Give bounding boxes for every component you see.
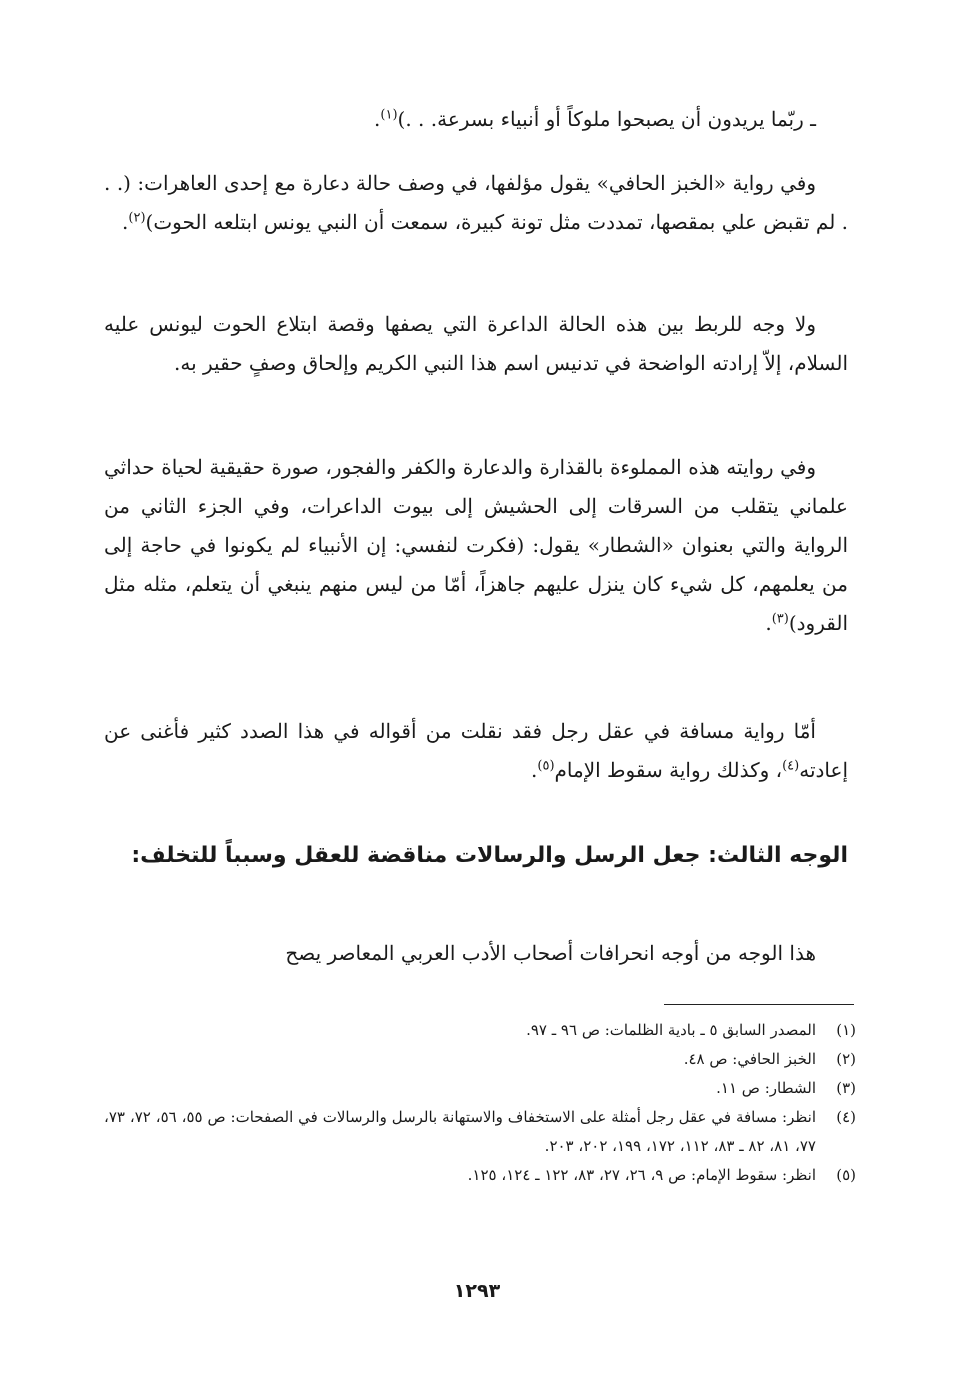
footnote-text: انظر: سقوط الإمام: ص ٩، ٢٦، ٢٧، ٨٣، ١٢٢ ـ ١٢٤، ١٢٥. xyxy=(467,1166,816,1184)
section-heading: الوجه الثالث: جعل الرسل والرسالات مناقضة للعقل وسبباً للتخلف: xyxy=(131,843,848,868)
paragraph-5-mid: ، وكذلك رواية سقوط الإمام xyxy=(554,758,783,782)
paragraph-4-text: وفي روايته هذه المملوءة بالقذارة والدعارة والكفر والفجور، صورة حقيقية لحياة حداثي علماني يتقلب من السرقات إلى الحشيش إلى بيوت الداعرات، وفي الجزء الثاني من الرواية والتي بعنوان «الشطار» يقول: (فكرت لنفسي: إن الأنبياء لم يكونوا في حاجة إلى من يعلمهم، كل شيء كان ينزل عليهم جاهزاً، أمّا من ليس منهم ينبغي أن يتعلم، مثله مثل القرود) xyxy=(104,455,848,635)
paragraph-4-tail: . xyxy=(765,611,772,635)
footnote-ref-3[interactable]: (٣) xyxy=(771,611,789,627)
footnote-separator xyxy=(664,1004,854,1005)
paragraph-3 xyxy=(104,305,848,383)
paragraph-3-text: ولا وجه للربط بين هذه الحالة الداعرة التي يصفها وقصة ابتلاع الحوت ليونس عليه السلام، إلاّ إرادته الواضحة في تدنيس اسم هذا النبي الكريم وإلحاق وصفٍ حقير به. xyxy=(104,312,848,375)
paragraph-2 xyxy=(104,164,848,242)
footnote-5 xyxy=(104,1161,856,1190)
paragraph-5-text: أمّا رواية مسافة في عقل رجل فقد نقلت من أقواله في هذا الصدد كثير فأغنى عن إعادته xyxy=(104,719,848,782)
paragraph-5 xyxy=(104,712,848,790)
footnote-number: (٣) xyxy=(836,1079,856,1097)
footnote-text: انظر: مسافة في عقل رجل أمثلة على الاستخفاف والاستهانة بالرسل والرسالات في الصفحات: ص ٥٥، ٥٦، ٧٢، ٧٣، ٧٧، ٨١، ٨٢ ـ ٨٣، ١١٢، ١٧٢، ١٩٩، ٢٠٢، ٢٠٣. xyxy=(104,1108,817,1155)
paragraph-1-text: ـ ربّما يريدون أن يصبحوا ملوكاً أو أنبياء بسرعة. . .) xyxy=(397,107,816,131)
footnote-number: (٤) xyxy=(836,1108,856,1126)
paragraph-2-text: وفي رواية «الخبز الحافي» يقول مؤلفها، في وصف حالة دعارة مع إحدى العاهرات: (. . . لم تقبض علي بمقصها، تمددت مثل تونة كبيرة، سمعت أن النبي يونس ابتلعه الحوت) xyxy=(104,171,848,234)
footnote-text: الخبز الحافي: ص ٤٨. xyxy=(683,1050,816,1068)
footnote-3 xyxy=(104,1074,856,1103)
footnote-2 xyxy=(104,1045,856,1074)
footnote-number: (٥) xyxy=(836,1166,856,1184)
footnote-ref-1[interactable]: (١) xyxy=(380,107,398,123)
paragraph-6-text: هذا الوجه من أوجه انحرافات أصحاب الأدب العربي المعاصر يصح xyxy=(285,941,816,965)
paragraph-1-tail: . xyxy=(374,107,381,131)
paragraph-1 xyxy=(104,100,848,139)
footnote-text: الشطار: ص ١١. xyxy=(716,1079,816,1097)
footnote-4 xyxy=(104,1103,856,1161)
footnote-1 xyxy=(104,1016,856,1045)
page-number: ١٢٩٣ xyxy=(453,1280,501,1302)
footnotes xyxy=(104,1016,856,1190)
footnote-number: (١) xyxy=(836,1021,856,1039)
footnote-ref-2[interactable]: (٢) xyxy=(128,210,146,226)
footnote-ref-4[interactable]: (٤) xyxy=(782,758,800,774)
footnote-text: المصدر السابق ٥ ـ بادية الظلمات: ص ٩٦ ـ ٩٧. xyxy=(526,1021,816,1039)
paragraph-6 xyxy=(104,934,848,973)
paragraph-4 xyxy=(104,448,848,643)
paragraph-5-tail: . xyxy=(531,758,538,782)
footnote-ref-5[interactable]: (٥) xyxy=(537,758,555,774)
footnote-number: (٢) xyxy=(836,1050,856,1068)
paragraph-2-tail: . xyxy=(122,210,129,234)
